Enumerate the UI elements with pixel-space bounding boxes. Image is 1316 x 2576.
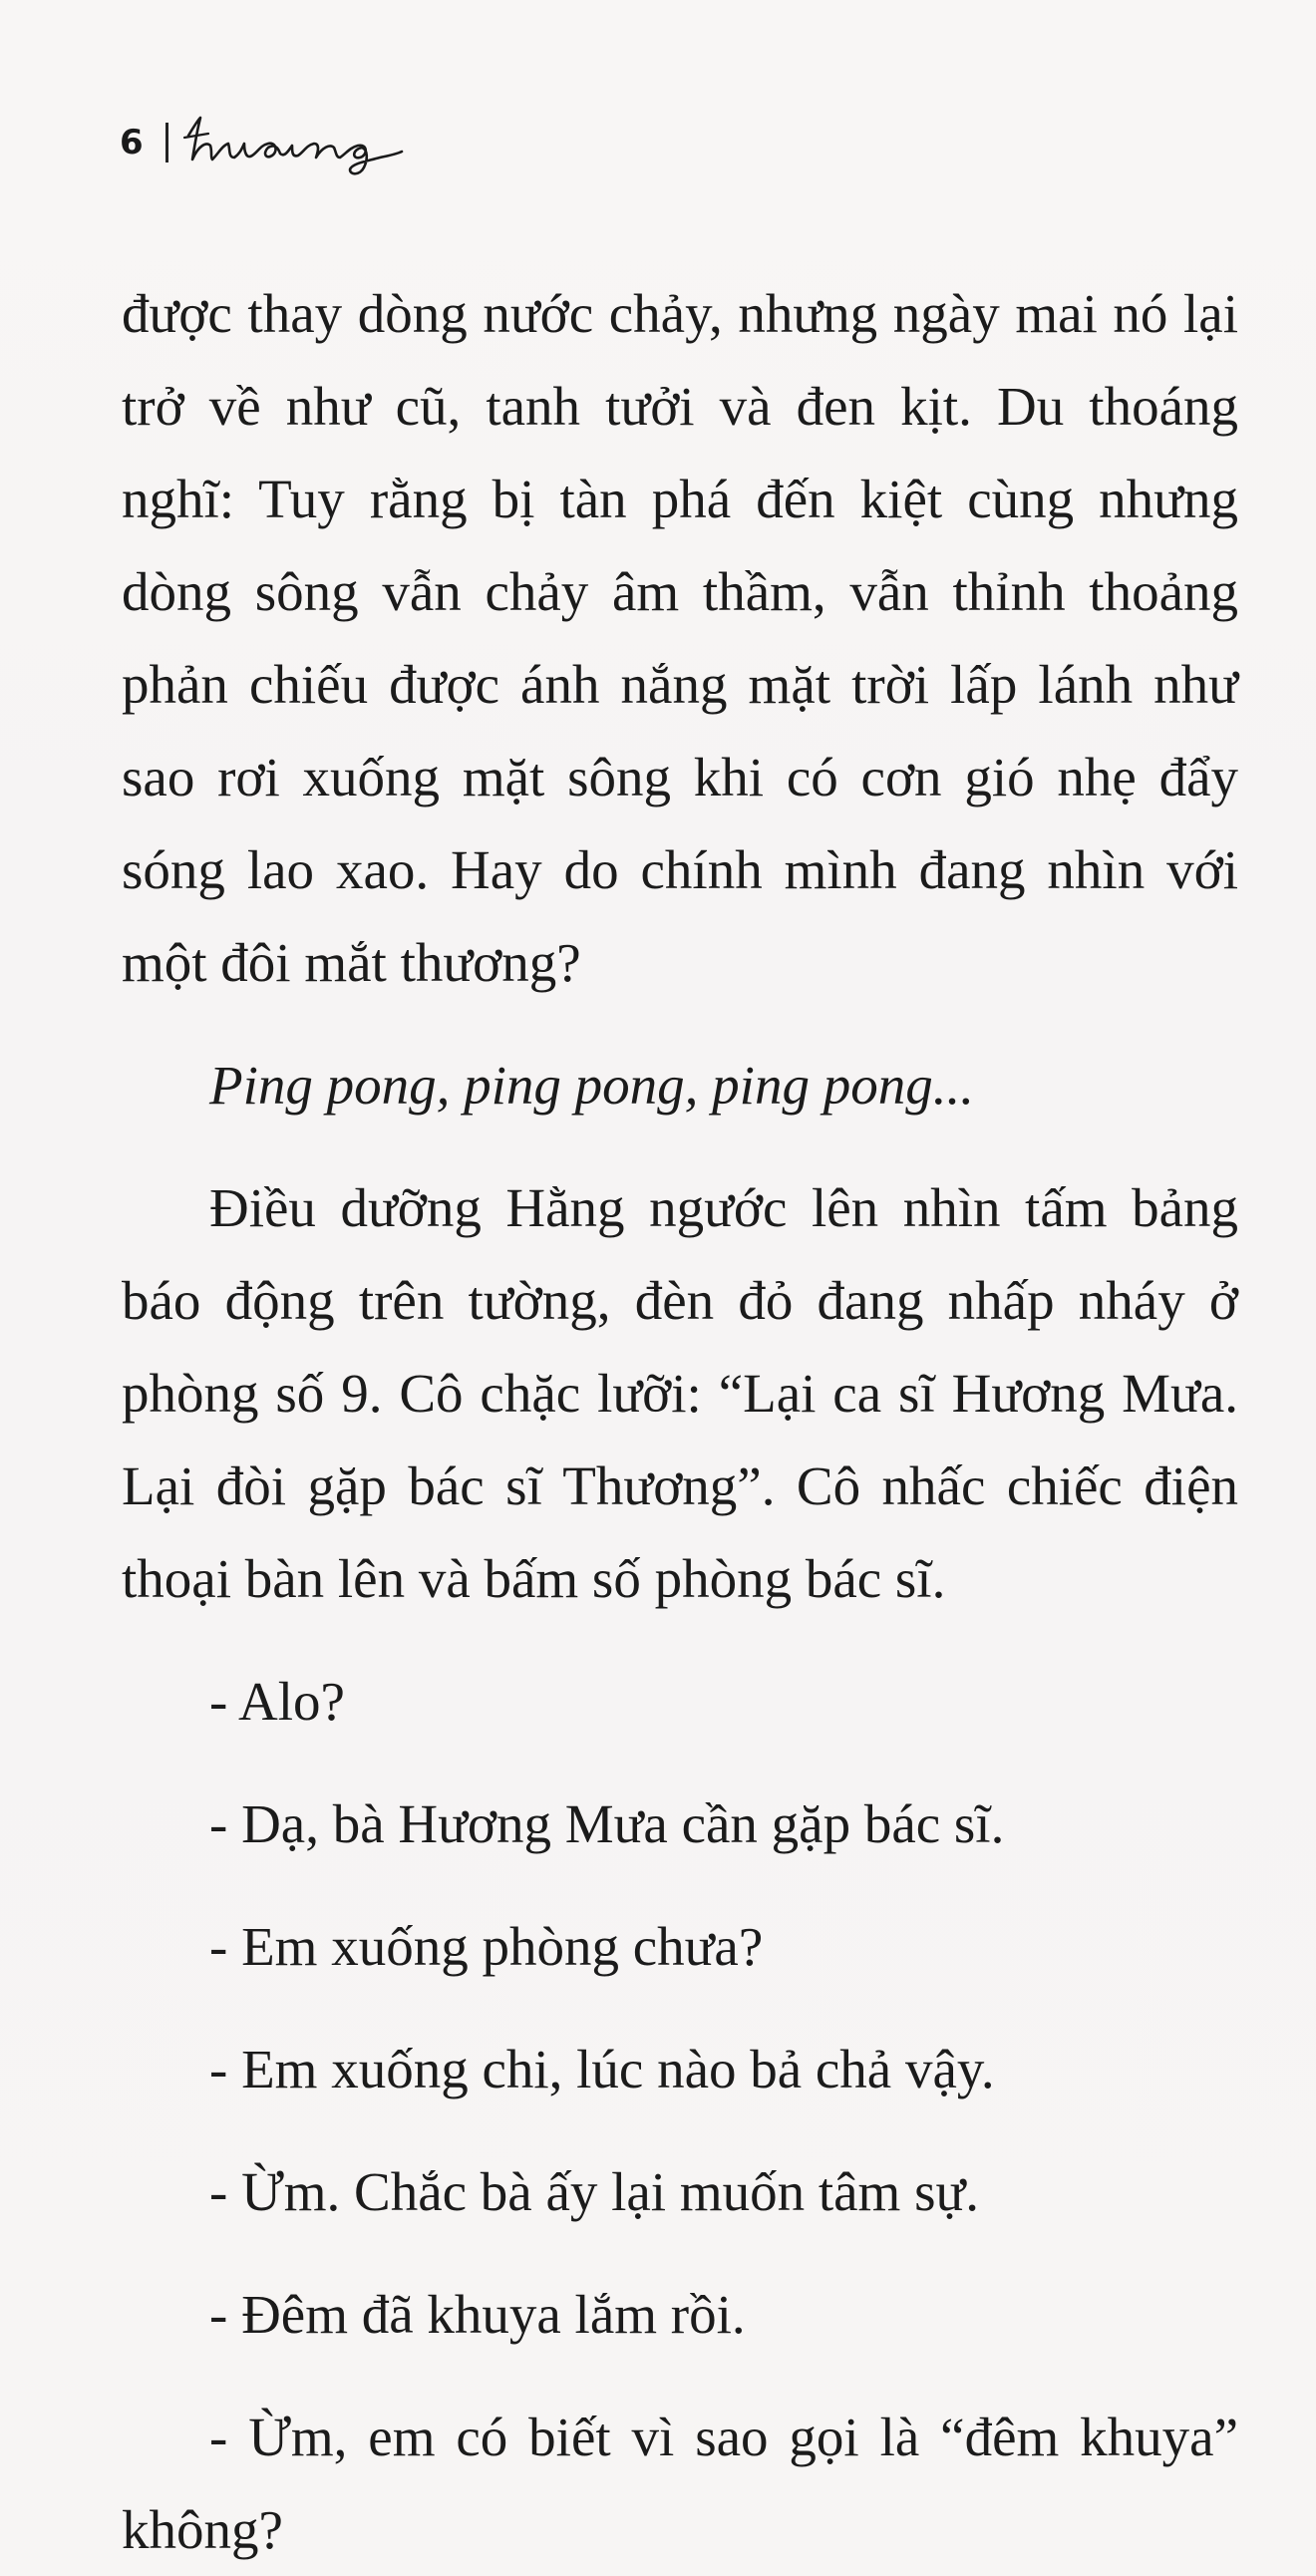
dialogue-line: - Ừm. Chắc bà ấy lại muốn tâm sự. [209,2161,980,2222]
page-header [120,108,410,177]
dialogue-line: - Đêm đã khuya lắm rồi. [209,2284,746,2345]
dialogue-line: - Em xuống phòng chưa? [209,1916,764,1977]
page-number: 6 [120,123,144,162]
book-title-script-logo [180,108,410,177]
header-divider [165,123,168,162]
paragraph: Điều dưỡng Hằng ngước lên nhìn tấm bảng báo động trên tường, đèn đỏ đang nhấp nháy ở phòng số 9. Cô chặc lưỡi: “Lại ca sĩ Hương Mưa. Lại đòi gặp bác sĩ Thương”. Cô nhấc chiếc điện thoại bàn lên và bấm số phòng bác sĩ. [122,1177,1238,1609]
page-body [122,267,1238,2576]
paragraph-sound-effect: Ping pong, ping pong, ping pong... [209,1055,974,1116]
dialogue-line: - Alo? [209,1671,345,1732]
dialogue-line: - Em xuống chi, lúc nào bả chả vậy. [209,2039,995,2099]
paragraph: được thay dòng nước chảy, nhưng ngày mai nó lại trở về như cũ, tanh tưởi và đen kịt. Du thoáng nghĩ: Tuy rằng bị tàn phá đến kiệt cùng nhưng dòng sông vẫn chảy âm thầm, vẫn thỉnh thoảng phản chiếu được ánh nắng mặt trời lấp lánh như sao rơi xuống mặt sông khi có cơn gió nhẹ đẩy sóng lao xao. Hay do chính mình đang nhìn với một đôi mắt thương? [122,283,1238,993]
dialogue-line: - Dạ, bà Hương Mưa cần gặp bác sĩ. [209,1793,1005,1854]
dialogue-line: - Ừm, em có biết vì sao gọi là “đêm khuya” không? [122,2407,1238,2560]
